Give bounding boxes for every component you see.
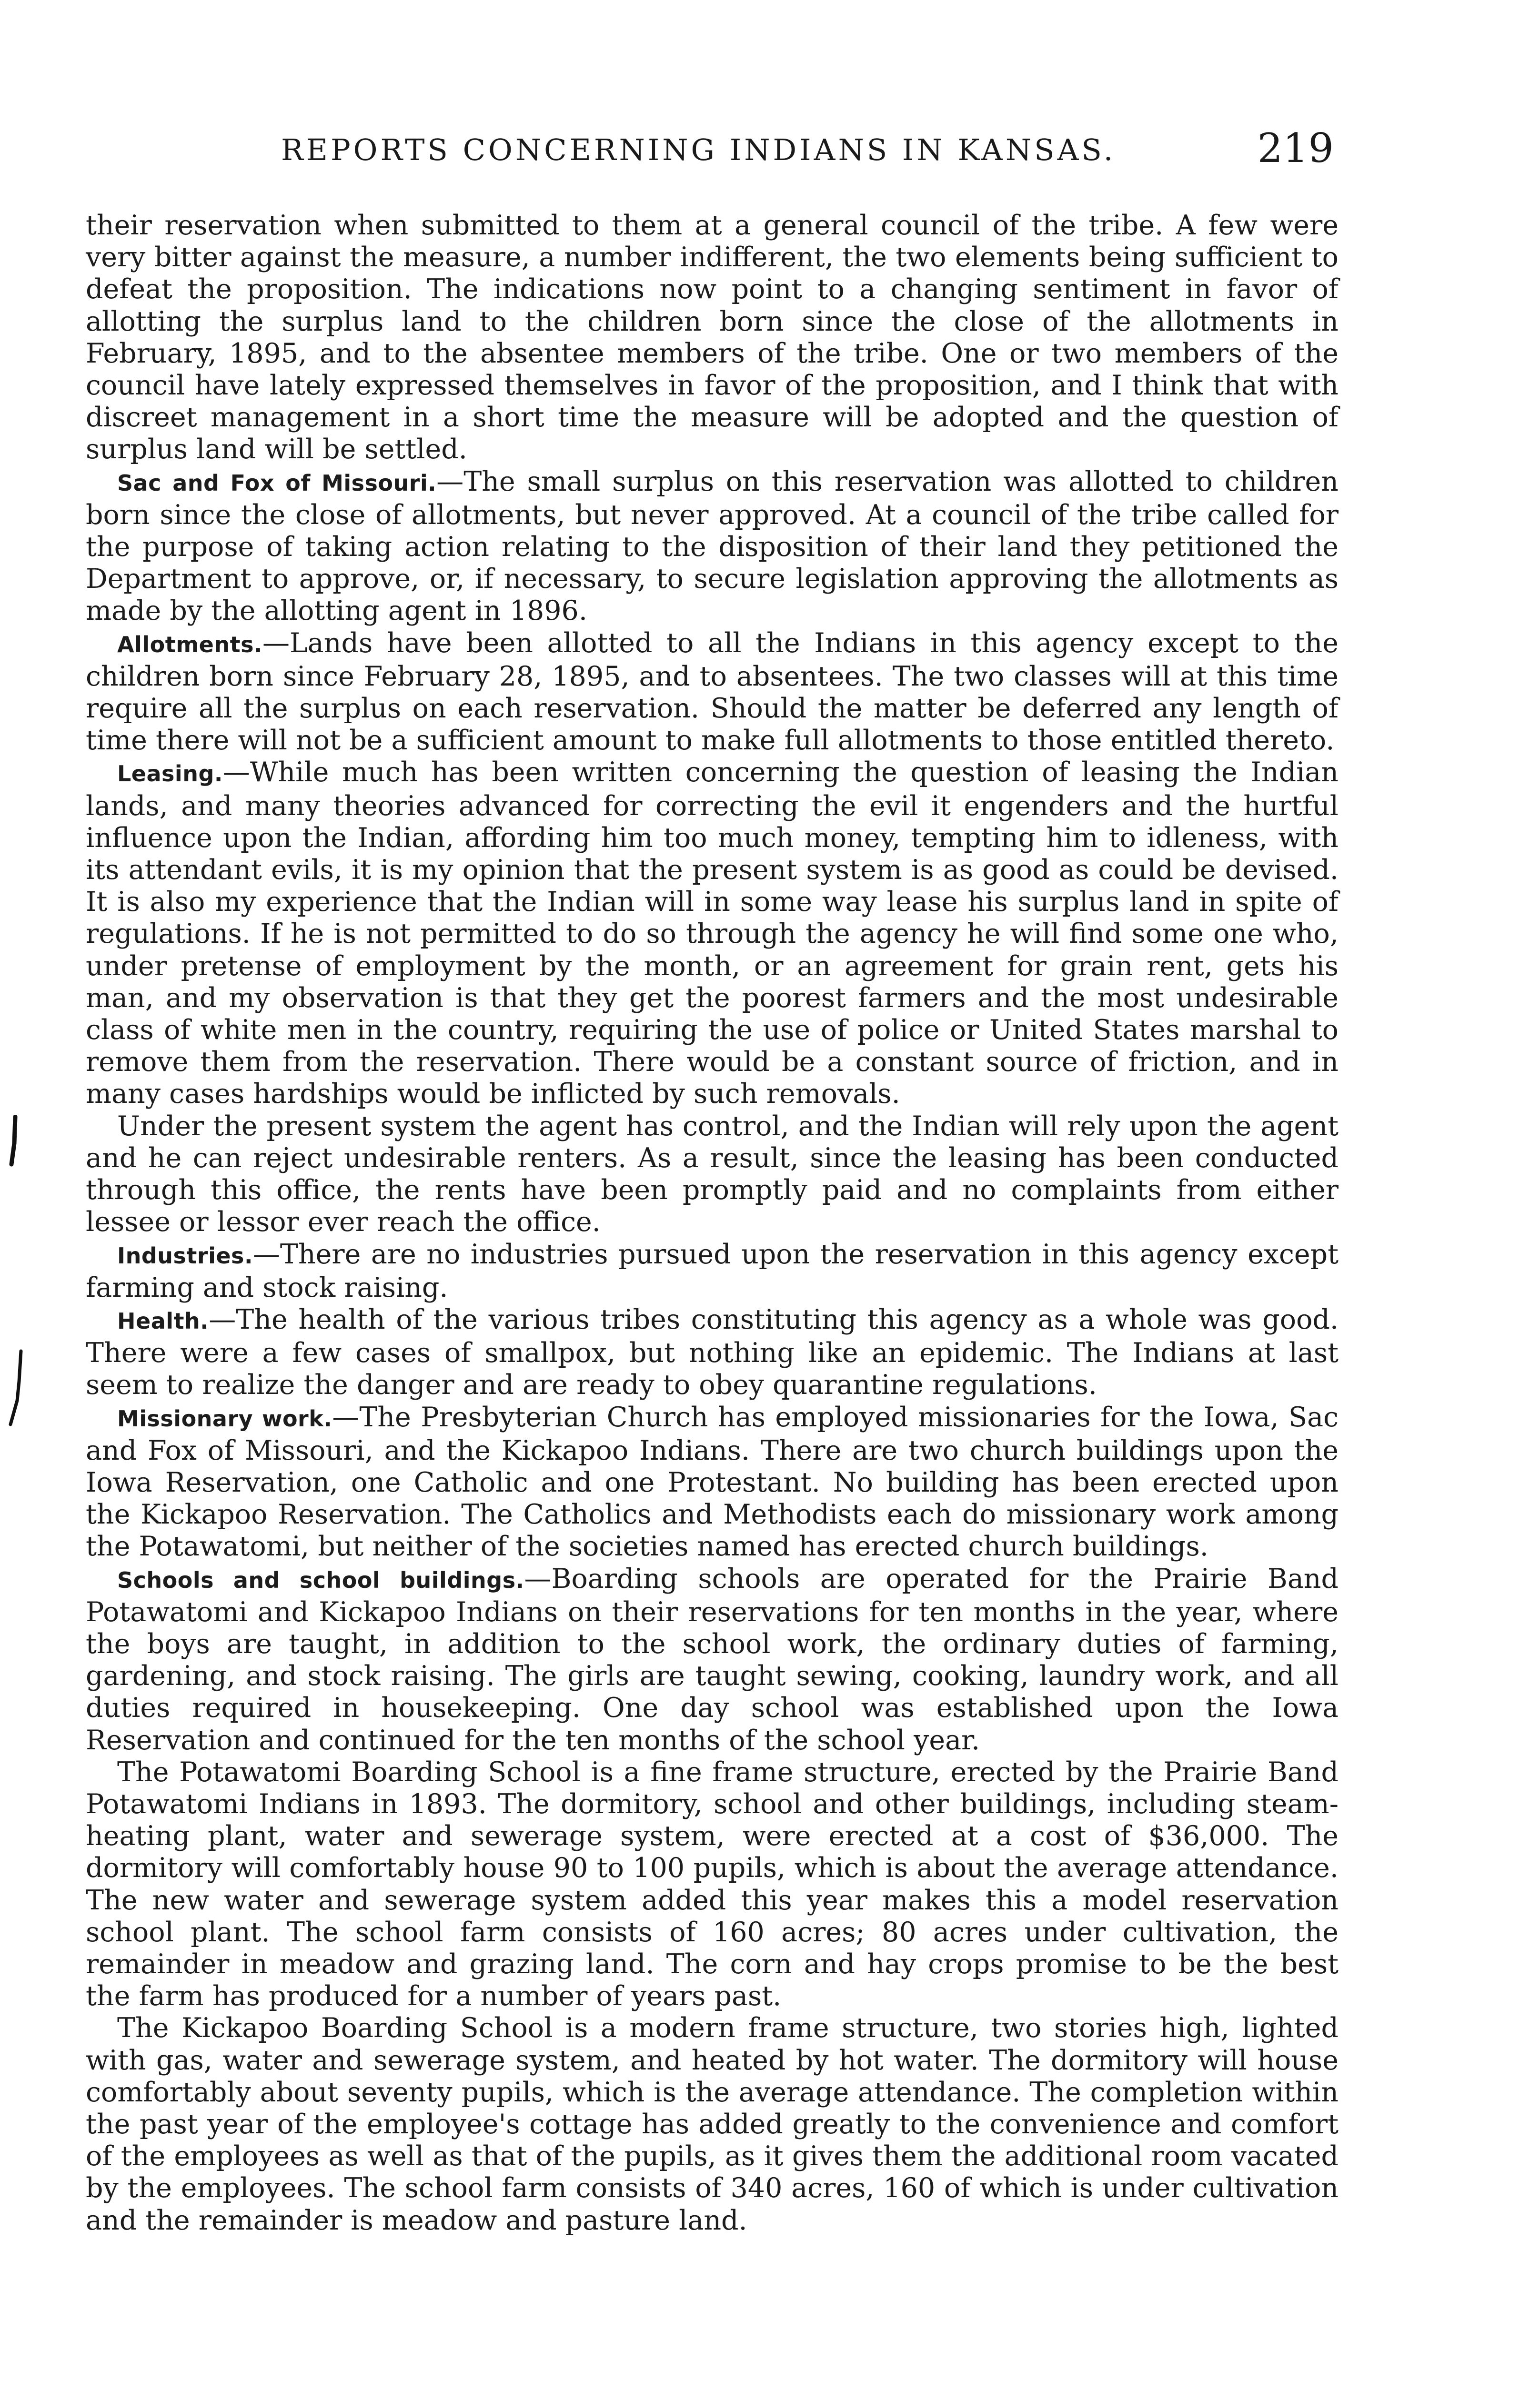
running-title: REPORTS CONCERNING INDIANS IN KANSAS.: [281, 132, 1116, 167]
paragraph-heading: Leasing.: [117, 761, 223, 787]
paragraph-text: —Boarding schools are operated for the Prairie Band Potawatomi and Kickapoo Indians on their reservations for ten months in the year, where the boys are taught, in addition to the school work, the ordinary duties of farming, gardening, and stock raising. The girls are taught sewing, cooking, laundry work, and all duties required in housekeeping. One day school was established upon the Iowa Reservation and continued for the ten months of the school year.: [86, 1563, 1339, 1756]
paragraph-heading: Missionary work.: [117, 1405, 332, 1432]
paragraph-schools: [86, 1563, 1339, 1756]
paragraph-text: —There are no industries pursued upon the reservation in this agency except farming and stock raising.: [86, 1238, 1339, 1303]
paragraph-heading: Schools and school buildings.: [117, 1567, 524, 1593]
paragraph-allotments: [86, 627, 1339, 757]
paragraph-text: —The small surplus on this reservation was allotted to children born since the close of allotments, but never approved. At a council of the tribe called for the purpose of taking action relating to the disposition of their land they petitioned the Department to approve, or, if necessary, to secure legislation approving the allotments as made by the allotting agent in 1896.: [86, 465, 1339, 627]
paragraph-text: The Potawatomi Boarding School is a fine frame structure, erected by the Prairie Band Potawatomi Indians in 1893. The dormitory, school and other buildings, including steam-heating plant, water and sewerage system, were erected at a cost of $36,000. The dormitory will comfortably house 90 to 100 pupils, which is about the average attendance. The new water and sewerage system added this year makes this a model reservation school plant. The school farm consists of 160 acres; 80 acres under cultivation, the remainder in meadow and grazing land. The corn and hay crops promise to be the best the farm has produced for a number of years past.: [86, 1756, 1339, 2012]
page-header: [86, 125, 1334, 177]
margin-pencil-mark: [5, 1115, 24, 1167]
paragraph-leasing: [86, 757, 1339, 1110]
paragraph-continuation: [86, 210, 1339, 466]
paragraph-heading: Sac and Fox of Missouri.: [117, 470, 437, 496]
paragraph-industries: [86, 1239, 1339, 1304]
paragraph-heading: Health.: [117, 1308, 209, 1334]
paragraph-missionary-work: [86, 1402, 1339, 1563]
paragraph-text: —The Presbyterian Church has employed missionaries for the Iowa, Sac and Fox of Missouri, and the Kickapoo Indians. There are two church buildings upon the Iowa Reservation, one Catholic and one Protestant. No building has been erected upon the Kickapoo Reservation. The Catholics and Methodists each do missionary work among the Potawatomi, but neither of the societies named has erected church buildings.: [86, 1401, 1339, 1563]
paragraph-heading: Allotments.: [117, 631, 262, 657]
paragraph-kickapoo-school: [86, 2012, 1339, 2236]
paragraph-text: Under the present system the agent has control, and the Indian will rely upon the agent and he can reject undesirable renters. As a result, since the leasing has been conducted through this office, the rents have been promptly paid and no complaints from either lessee or lessor ever reach the office.: [86, 1110, 1339, 1238]
paragraph-text: —Lands have been allotted to all the Indians in this agency except to the children born since February 28, 1895, and to absentees. The two classes will at this time require all the surplus on each reservation. Should the matter be deferred any length of time there will not be a sufficient amount to make full allotments to those entitled thereto.: [86, 627, 1339, 757]
paragraph-text: their reservation when submitted to them at a general council of the tribe. A few were very bitter against the measure, a number indifferent, the two elements being sufficient to defeat the proposition. The indications now point to a changing sentiment in favor of allotting the surplus land to the children born since the close of the allotments in February, 1895, and to the absentee members of the tribe. One or two members of the council have lately expressed themselves in favor of the proposition, and I think that with discreet management in a short time the measure will be adopted and the question of surplus land will be settled.: [86, 210, 1339, 465]
body-text: [86, 210, 1339, 2237]
margin-pencil-mark: [5, 1348, 33, 1429]
paragraph-text: The Kickapoo Boarding School is a modern frame structure, two stories high, lighted with gas, water and sewerage system, and heated by hot water. The dormitory will house comfortably about seventy pupils, which is the average attendance. The completion within the past year of the employee's cottage has added greatly to the convenience and comfort of the employees as well as that of the pupils, as it gives them the additional room vacated by the employees. The school farm consists of 340 acres, 160 of which is under cultivation and the remainder is meadow and pasture land.: [86, 2012, 1339, 2236]
paragraph-text: —The health of the various tribes constituting this agency as a whole was good. There were a few cases of smallpox, but nothing like an epidemic. The Indians at last seem to realize the danger and are ready to obey quarantine regulations.: [86, 1303, 1339, 1401]
paragraph-sac-and-fox: [86, 466, 1339, 627]
paragraph-potawatomi-school: [86, 1756, 1339, 2013]
paragraph-text: —While much has been written concerning the question of leasing the Indian lands, and many theories advanced for correcting the evil it engenders and the hurtful influence upon the Indian, affording him too much money, tempting him to idleness, with its attendant evils, it is my opinion that the present system is as good as could be devised. It is also my experience that the Indian will in some way lease his surplus land in spite of regulations. If he is not permitted to do so through the agency he will find some one who, under pretense of employment by the month, or an agreement for grain rent, gets his man, and my observation is that they get the poorest farmers and the most undesirable class of white men in the country, requiring the use of police or United States marshal to remove them from the reservation. There would be a constant source of friction, and in many cases hardships would be inflicted by such removals.: [86, 757, 1339, 1110]
paragraph-health: [86, 1304, 1339, 1402]
paragraph-heading: Industries.: [117, 1242, 253, 1269]
page-number: 219: [1257, 125, 1334, 172]
paragraph-present-system: [86, 1110, 1339, 1239]
